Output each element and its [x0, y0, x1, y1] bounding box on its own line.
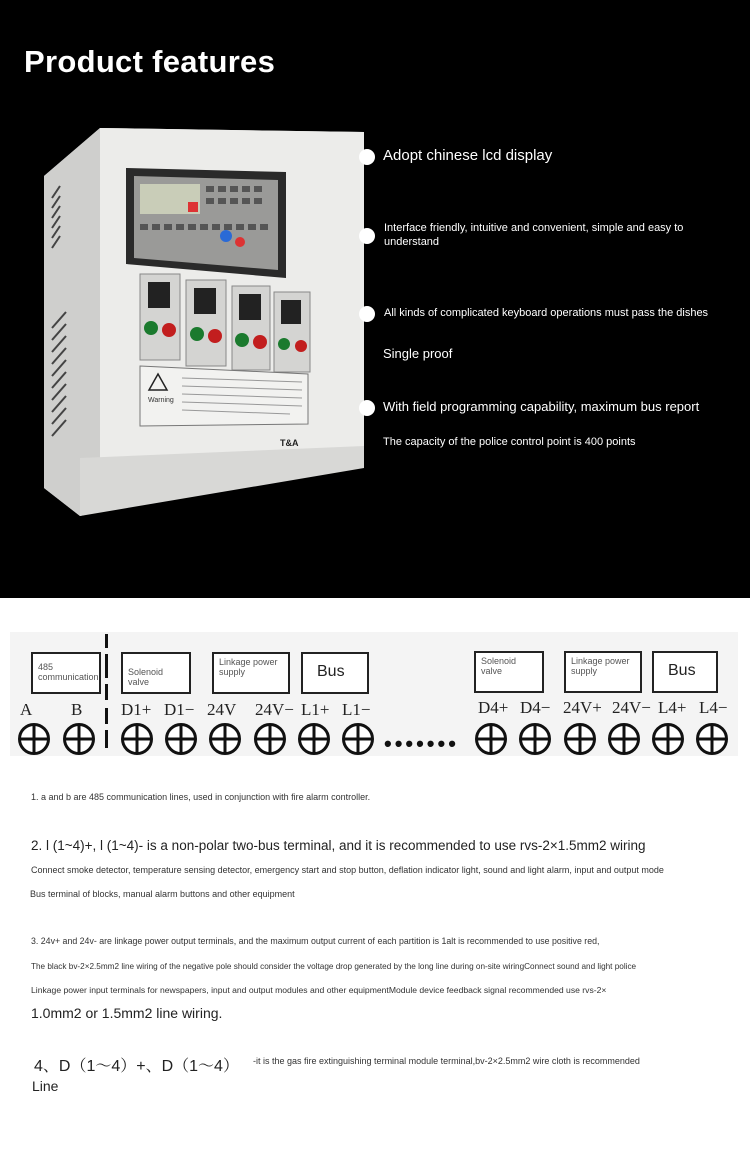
- terminal-label-l1p: L1+: [301, 700, 330, 719]
- screw-terminal-icon: [120, 722, 154, 756]
- screw-terminal-icon: [164, 722, 198, 756]
- terminal-label-24vm-r: 24V−: [612, 698, 651, 717]
- divider-line: [105, 708, 108, 724]
- linkage-box-left: Linkage power supply: [212, 652, 290, 694]
- terminal-label-24vm: 24V−: [255, 700, 294, 719]
- screw-terminal-icon: [253, 722, 287, 756]
- note-4: 4、D（1～4）+、D（1～4）: [34, 1058, 239, 1075]
- bullet-icon: [359, 400, 375, 416]
- terminal-label-24v: 24V: [207, 700, 237, 719]
- feature-item: With field programming capability, maximum bus report: [383, 399, 700, 414]
- terminal-label-l4p: L4+: [658, 698, 687, 717]
- terminal-label-d4p: D4+: [478, 698, 509, 717]
- bus-box-left: Bus: [301, 652, 369, 694]
- screw-terminal-icon: [341, 722, 375, 756]
- terminal-label-d1p: D1+: [121, 700, 152, 719]
- solenoid-box-right: Solenoid valve: [474, 651, 544, 693]
- screw-terminal-icon: [651, 722, 685, 756]
- brand-logo: T&A: [280, 438, 299, 448]
- note-2-line-a: Connect smoke detector, temperature sensing detector, emergency start and stop button, deflation indicator light, sound and light alarm, input and output mode: [31, 865, 664, 875]
- divider-line: [105, 634, 108, 648]
- terminal-label-b: B: [71, 700, 83, 719]
- note-1: 1. a and b are 485 communication lines, used in conjunction with fire alarm controller.: [31, 792, 371, 802]
- screw-terminal-icon: [518, 722, 552, 756]
- screw-terminal-icon: [474, 722, 508, 756]
- warning-label: Warning: [148, 397, 174, 404]
- terminal-label-d4m: D4−: [520, 698, 551, 717]
- divider-line: [105, 684, 108, 700]
- terminal-diagram: [0, 598, 750, 768]
- screw-terminal-icon: [62, 722, 96, 756]
- bullet-icon: [359, 149, 375, 165]
- terminal-label-l1m: L1−: [342, 700, 371, 719]
- linkage-box-right: Linkage power supply: [564, 651, 642, 693]
- divider-line: [105, 654, 108, 678]
- terminal-label-a: A: [20, 700, 33, 719]
- feature-item: Adopt chinese lcd display: [383, 147, 553, 164]
- terminal-label-l4m: L4−: [699, 698, 728, 717]
- screw-terminal-icon: [695, 722, 729, 756]
- note-2: 2. l (1~4)+, l (1~4)- is a non-polar two-bus terminal, and it is recommended to use rvs-2×1.5mm2 wiring: [31, 838, 646, 853]
- note-3: 3. 24v+ and 24v- are linkage power output terminals, and the maximum output current of each partition is 1alt is recommended to use positive red,: [31, 936, 600, 946]
- fire-controller-image: [40, 128, 370, 520]
- ellipsis-dots: •••••••: [384, 731, 459, 756]
- note-3-line-c: 1.0mm2 or 1.5mm2 line wiring.: [31, 1005, 223, 1021]
- solenoid-box-left: Solenoid valve: [121, 652, 191, 694]
- screw-terminal-icon: [563, 722, 597, 756]
- note-2-line-b: Bus terminal of blocks, manual alarm buttons and other equipment: [30, 889, 295, 899]
- divider-line: [105, 730, 108, 748]
- comm-box: 485 communication: [31, 652, 101, 694]
- screw-terminal-icon: [297, 722, 331, 756]
- feature-item: Single proof: [383, 346, 453, 361]
- bullet-icon: [359, 306, 375, 322]
- bullet-icon: [359, 228, 375, 244]
- note-3-line-b: Linkage power input terminals for newspapers, input and output modules and other equipmentModule device feedback signal recommended use rvs-2×: [31, 985, 607, 995]
- screw-terminal-icon: [208, 722, 242, 756]
- note-4-line-a: -it is the gas fire extinguishing terminal module terminal,bv-2×2.5mm2 wire cloth is recommended: [253, 1056, 640, 1066]
- feature-item: Interface friendly, intuitive and convenient, simple and easy to understand: [384, 222, 684, 249]
- screw-terminal-icon: [17, 722, 51, 756]
- terminal-label-d1m: D1−: [164, 700, 195, 719]
- terminal-label-24vp-r: 24V+: [563, 698, 602, 717]
- feature-item: The capacity of the police control point is 400 points: [383, 436, 636, 448]
- note-4-line-b: Line: [32, 1078, 59, 1094]
- bus-box-right: Bus: [652, 651, 718, 693]
- screw-terminal-icon: [607, 722, 641, 756]
- hero-title: Product features: [24, 44, 276, 79]
- feature-item: All kinds of complicated keyboard operations must pass the dishes: [384, 307, 709, 319]
- note-3-line-a: The black bv-2×2.5mm2 line wiring of the negative pole should consider the voltage drop generated by the long line during on-site wiringConnect sound and light police: [31, 962, 637, 971]
